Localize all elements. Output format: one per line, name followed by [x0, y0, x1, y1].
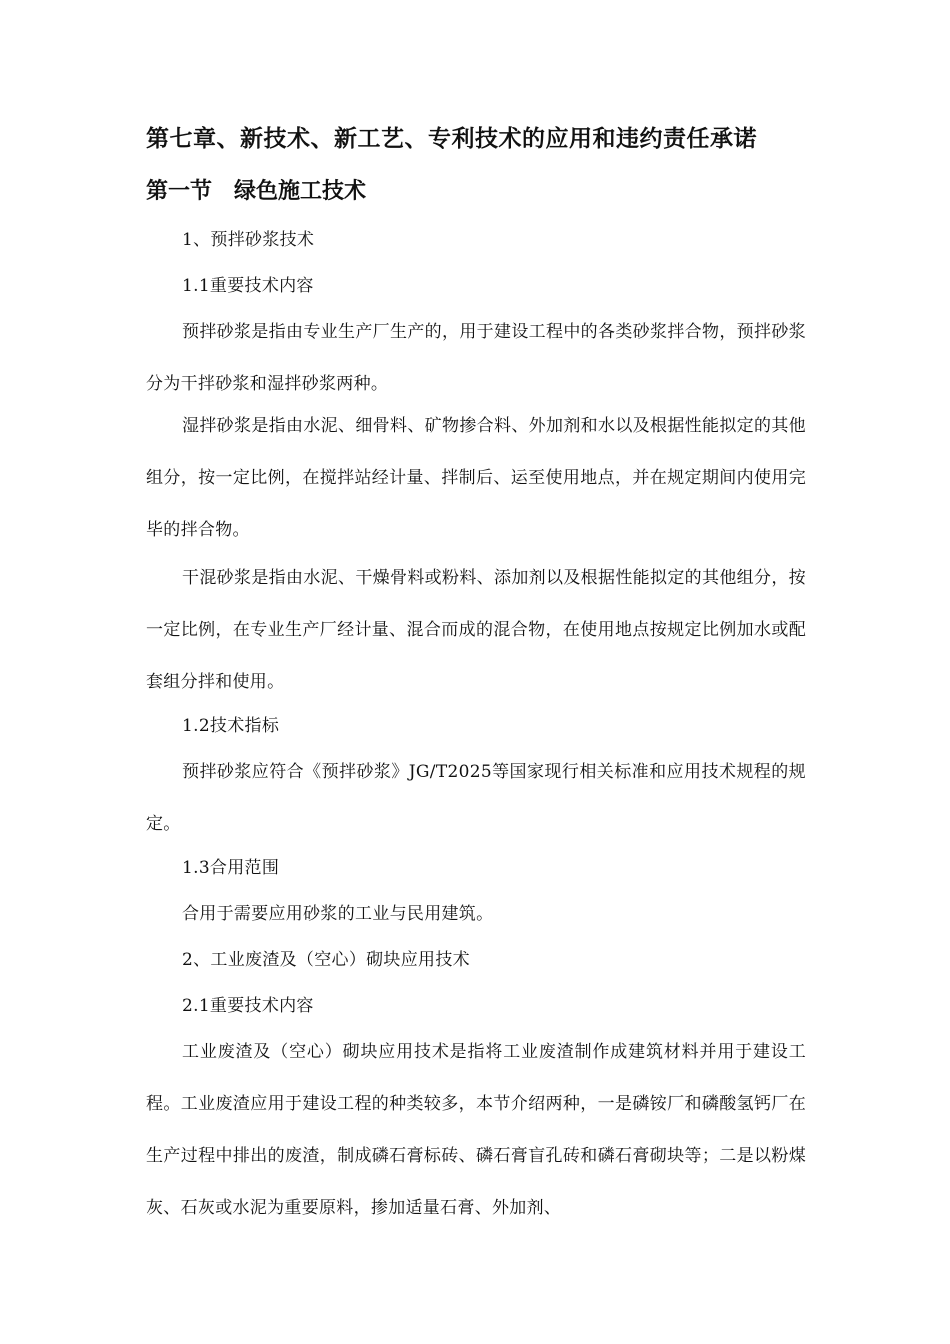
subheading-1: 1、预拌砂浆技术 [182, 230, 315, 250]
section-title: 第一节 绿色施工技术 [146, 178, 367, 204]
paragraph-dry-mortar: 干混砂浆是指由水泥、干燥骨料或粉料、添加剂以及根据性能拟定的其他组分，按一定比例，在专业生产厂经计量、混合而成的混合物，在使用地点按规定比例加水或配套组分拌和使用。 [146, 568, 806, 692]
subheading-1-1: 1.1重要技术内容 [182, 276, 314, 296]
subheading-1-2: 1.2技术指标 [182, 716, 280, 736]
paragraph-tech-index: 预拌砂浆应符合《预拌砂浆》JG/T2025等国家现行相关标准和应用技术规程的规定。 [146, 762, 806, 834]
subheading-2-1: 2.1重要技术内容 [182, 996, 314, 1016]
paragraph-premixed-mortar: 预拌砂浆是指由专业生产厂生产的，用于建设工程中的各类砂浆拌合物，预拌砂浆分为干拌砂浆和湿拌砂浆两种。 [146, 322, 806, 394]
chapter-title: 第七章、新技术、新工艺、专利技术的应用和违约责任承诺 [146, 125, 757, 152]
paragraph-industrial-waste: 工业废渣及（空心）砌块应用技术是指将工业废渣制作成建筑材料并用于建设工程。工业废渣应用于建设工程的种类较多，本节介绍两种，一是磷铵厂和磷酸氢钙厂在生产过程中排出的废渣，制成磷石膏标砖、磷石膏盲孔砖和磷石膏砌块等；二是以粉煤灰、石灰或水泥为重要原料，掺加适量石膏、外加剂、 [146, 1042, 806, 1218]
paragraph-wet-mortar: 湿拌砂浆是指由水泥、细骨料、矿物掺合料、外加剂和水以及根据性能拟定的其他组分，按一定比例，在搅拌站经计量、拌制后、运至使用地点，并在规定期间内使用完毕的拌合物。 [146, 416, 806, 540]
subheading-1-3: 1.3合用范围 [182, 858, 280, 878]
paragraph-scope: 合用于需要应用砂浆的工业与民用建筑。 [182, 904, 494, 924]
subheading-2: 2、工业废渣及（空心）砌块应用技术 [182, 950, 470, 970]
